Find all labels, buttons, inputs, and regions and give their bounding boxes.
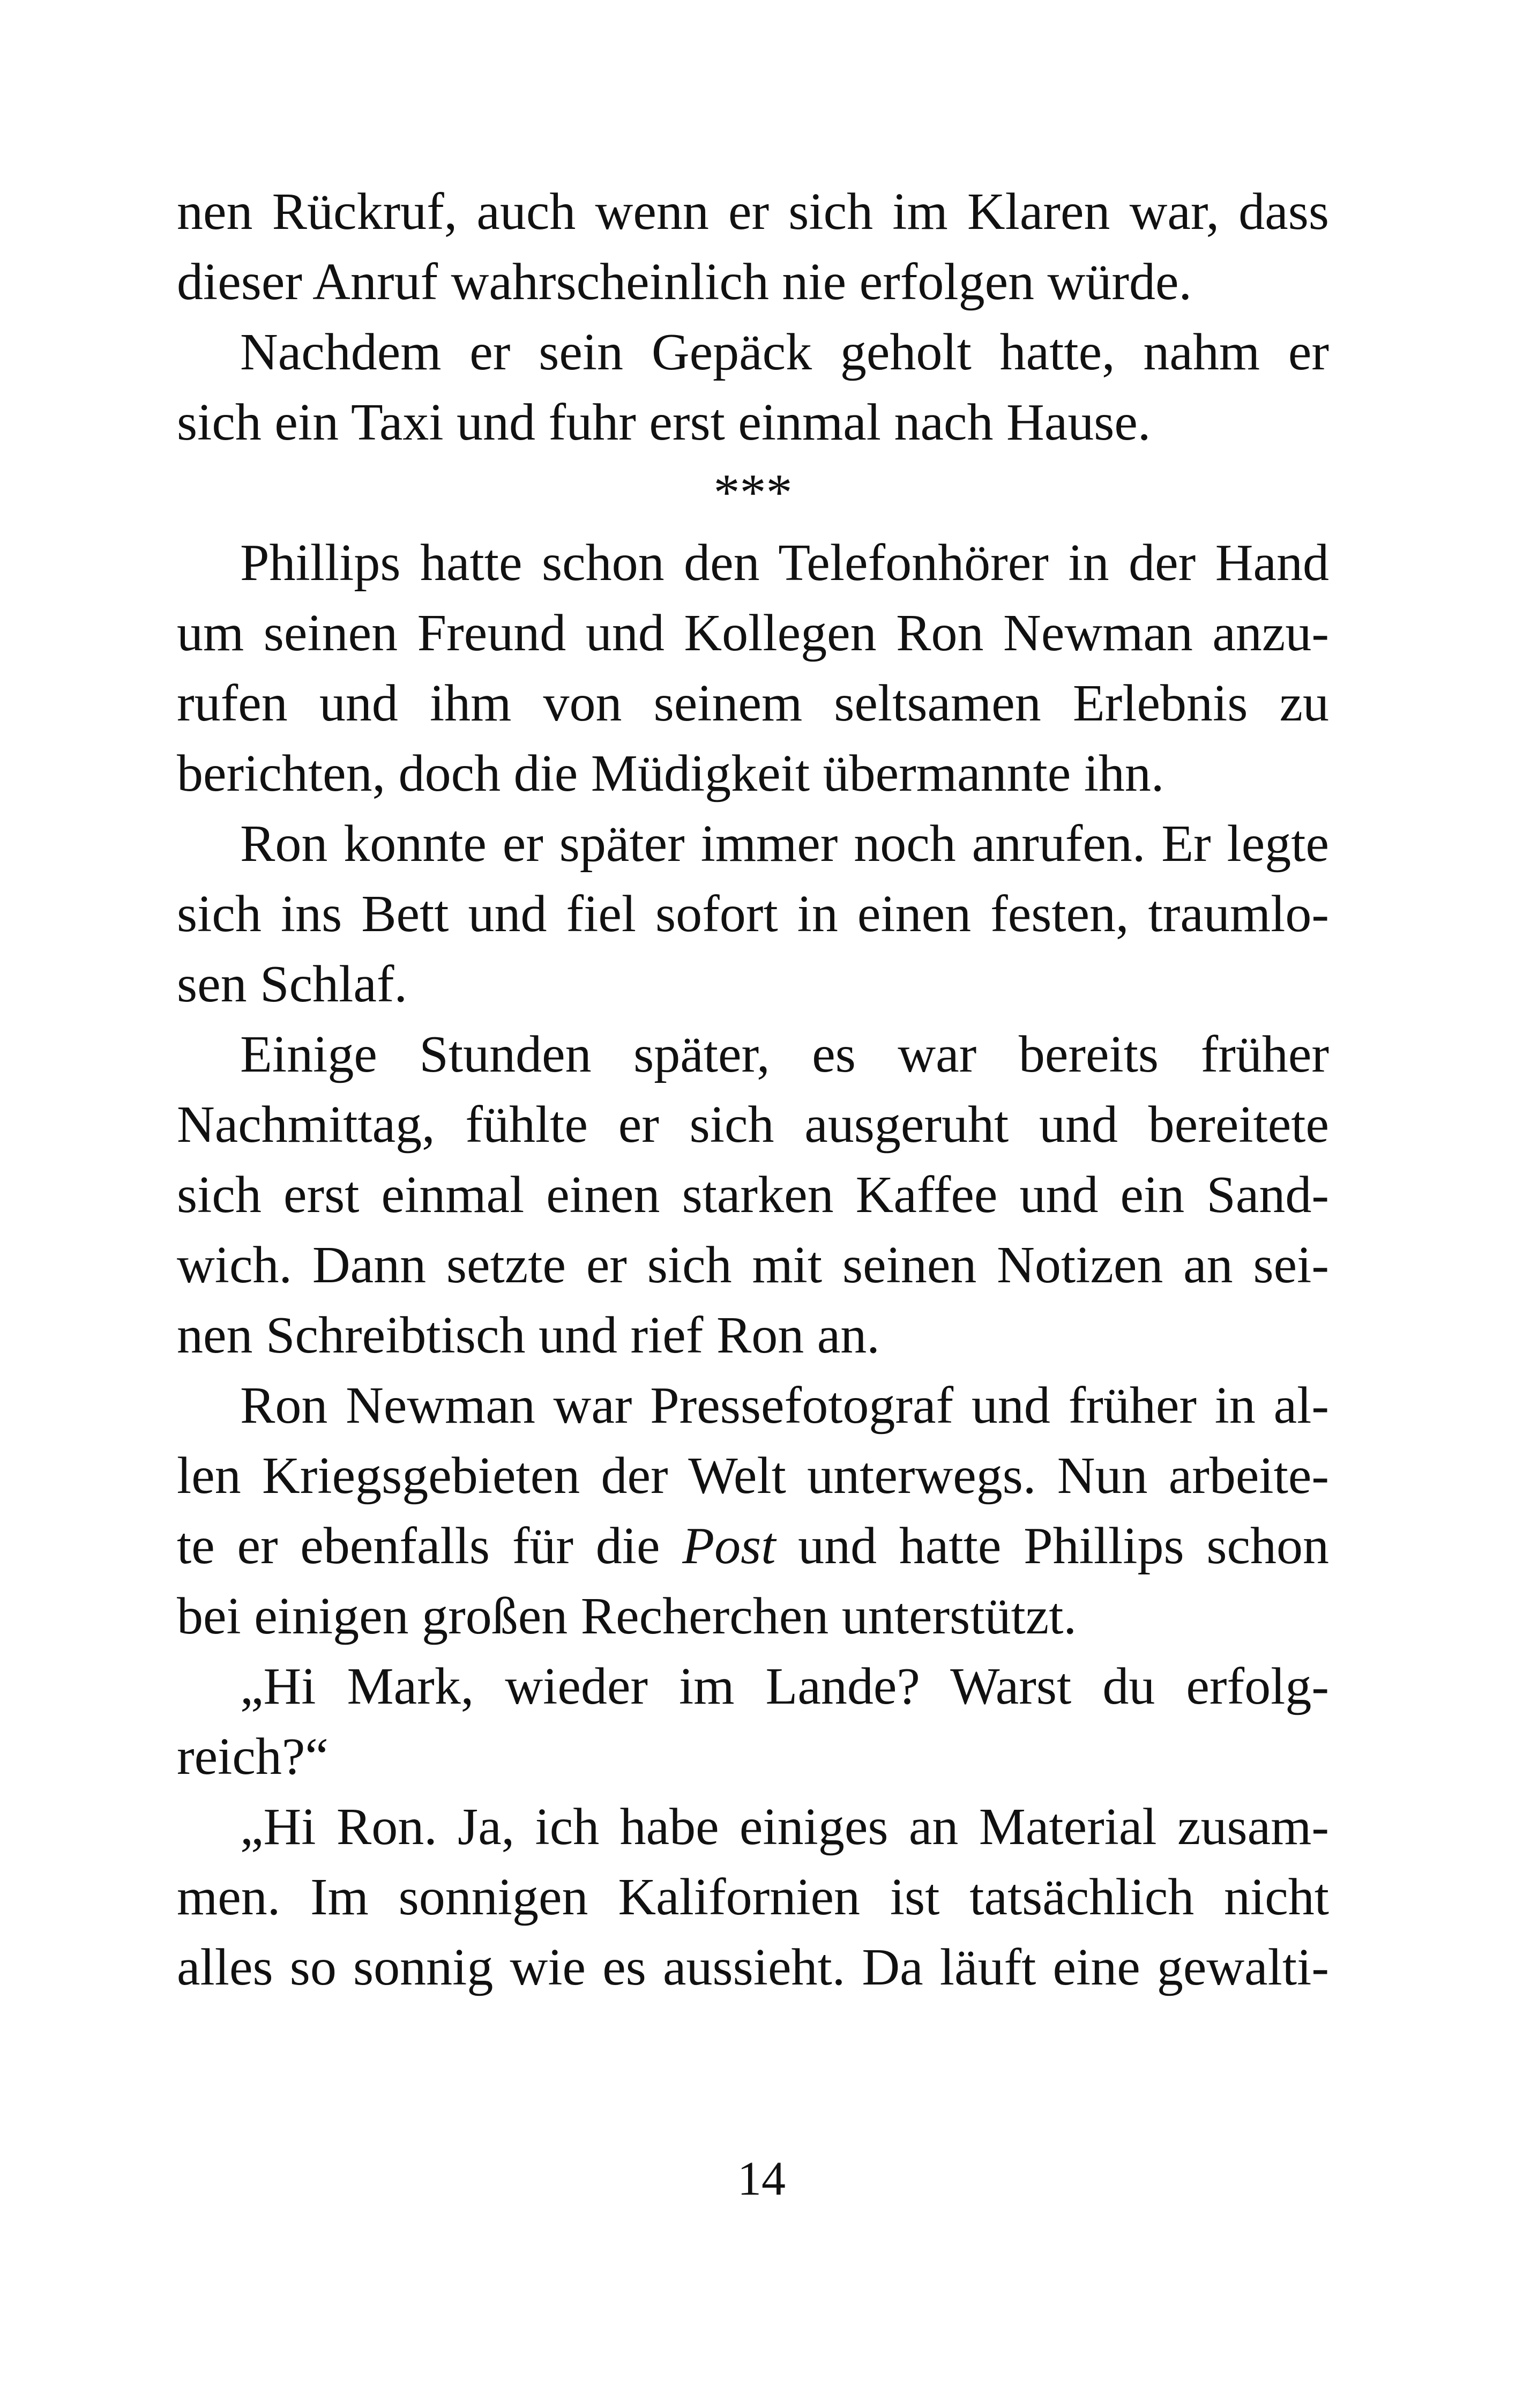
text-line: sich ein Taxi und fuhr erst einmal nach Hause. bbox=[177, 393, 1151, 451]
text-line: sich ins Bett und fiel sofort in einen festen, traumlo- bbox=[177, 885, 1329, 943]
text-line-with-italic bbox=[177, 1511, 1329, 1581]
section-divider: *** bbox=[713, 464, 793, 522]
text-line: dieser Anruf wahrscheinlich nie erfolgen würde. bbox=[177, 253, 1192, 311]
text-line: sich erst einmal einen starken Kaffee und ein Sand- bbox=[177, 1166, 1329, 1224]
text-line: Ron konnte er später immer noch anrufen. Er legte bbox=[240, 815, 1329, 873]
text-line: nen Schreibtisch und rief Ron an. bbox=[177, 1306, 880, 1364]
text-line: rufen und ihm von seinem seltsamen Erlebnis zu bbox=[177, 674, 1329, 732]
text-line: men. Im sonnigen Kalifornien ist tatsächlich nicht bbox=[177, 1868, 1329, 1926]
text-line: alles so sonnig wie es aussieht. Da läuft eine gewalti- bbox=[177, 1938, 1329, 1996]
text-segment: und hatte Phillips schon bbox=[775, 1517, 1329, 1575]
text-line: Nachdem er sein Gepäck geholt hatte, nahm er bbox=[240, 323, 1329, 381]
text-line: Nachmittag, fühlte er sich ausgeruht und bereitete bbox=[177, 1096, 1329, 1154]
text-line: „Hi Mark, wieder im Lande? Warst du erfolg- bbox=[240, 1658, 1329, 1715]
text-line: Phillips hatte schon den Telefonhörer in der Hand bbox=[240, 534, 1329, 592]
text-line: sen Schlaf. bbox=[177, 955, 407, 1013]
page-number: 14 bbox=[737, 2152, 786, 2205]
text-line: reich?“ bbox=[177, 1728, 329, 1786]
text-segment: te er ebenfalls für die bbox=[177, 1517, 683, 1575]
text-line: Einige Stunden später, es war bereits früher bbox=[240, 1025, 1329, 1083]
text-line: len Kriegsgebieten der Welt unterwegs. Nun arbeite- bbox=[177, 1447, 1329, 1505]
book-page bbox=[177, 177, 1329, 2003]
text-line: nen Rückruf, auch wenn er sich im Klaren war, dass bbox=[177, 183, 1329, 241]
text-line: bei einigen großen Recherchen unterstützt. bbox=[177, 1587, 1077, 1645]
text-line: um seinen Freund und Kollegen Ron Newman anzu- bbox=[177, 604, 1329, 662]
publication-name: Post bbox=[682, 1517, 776, 1575]
text-line: „Hi Ron. Ja, ich habe einiges an Material zusam- bbox=[240, 1798, 1329, 1856]
body-text bbox=[177, 177, 1329, 2003]
text-line: berichten, doch die Müdigkeit übermannte ihn. bbox=[177, 745, 1164, 802]
text-line: wich. Dann setzte er sich mit seinen Notizen an sei- bbox=[177, 1236, 1329, 1294]
text-line: Ron Newman war Pressefotograf und früher in al- bbox=[240, 1377, 1329, 1435]
